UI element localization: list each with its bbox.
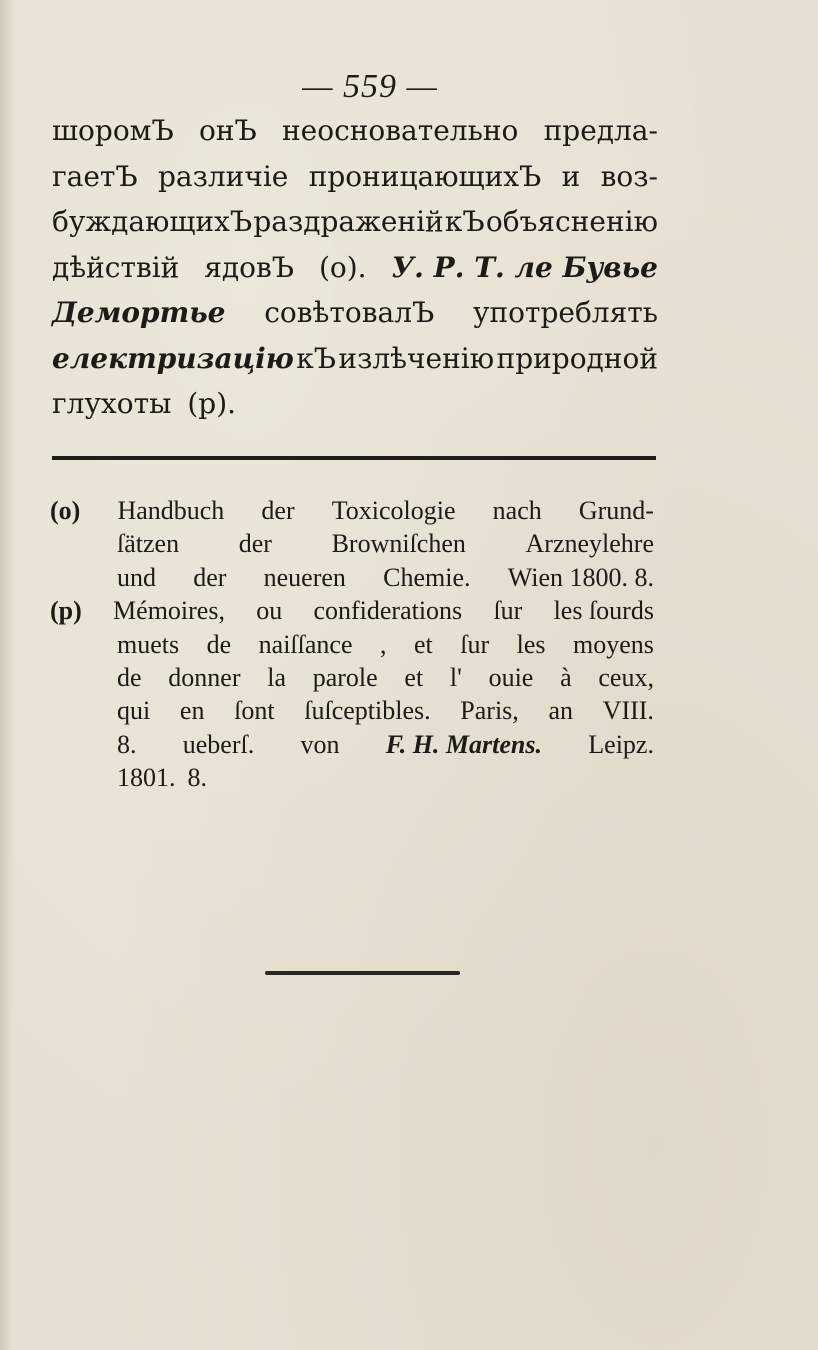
text-line: гаетЪ различіе проницающихЪ и воз- [52,159,658,193]
page-binding-edge [0,0,14,1350]
text-line: шоромЪ онЪ неосновательно предла- [52,114,658,147]
emphasized-term: електризацію [52,341,294,375]
author-name: У. Р. Т. ле Бувье [391,250,658,284]
end-ornament-rule [265,971,460,975]
footnote-line: 8. ueberſ. von F. H. Martens. Leipz. [50,728,654,761]
footnote-divider [52,456,656,460]
text-line: буждающихЪ раздраженій кЪ объясненію [52,205,658,238]
footnote-line: qui en ſont ſuſceptibles. Paris, an VIII. [117,696,654,726]
text-line: глухоты (р). [52,387,237,420]
footnote-line: und der neueren Chemie. Wien 1800. 8. [117,562,654,592]
footnote-line: muets de naiſſance , et ſur les moyens [117,629,654,659]
text-line: Демортье совѣтовалЪ употреблять [52,290,658,336]
translator-name: F. H. Martens. [385,729,543,759]
footnote-marker: (o) [50,496,81,525]
main-text [52,108,658,427]
footnote-p: (p) Mémoires, ou confiderations ſur les ſourds [50,594,654,627]
footnote-line: ſätzen der Browniſchen Arzneylehre [117,529,654,559]
text-line: дѣйствій ядовЪ (о). У. Р. Т. ле Бувье [52,245,658,291]
footnotes [50,494,660,795]
footnote-marker: (p) [50,596,82,626]
page-number: — 559 — [302,68,438,105]
footnote-line: 1801. 8. [117,763,207,793]
footnote-o: (o) Handbuch der Toxicologie nach Grund- [50,494,654,527]
author-name-cont: Демортье [52,296,226,329]
text-line: електризацію кЪ излѣченію природной [52,336,658,382]
footnote-line: de donner la parole et l' ouie à ceux, [117,662,654,692]
